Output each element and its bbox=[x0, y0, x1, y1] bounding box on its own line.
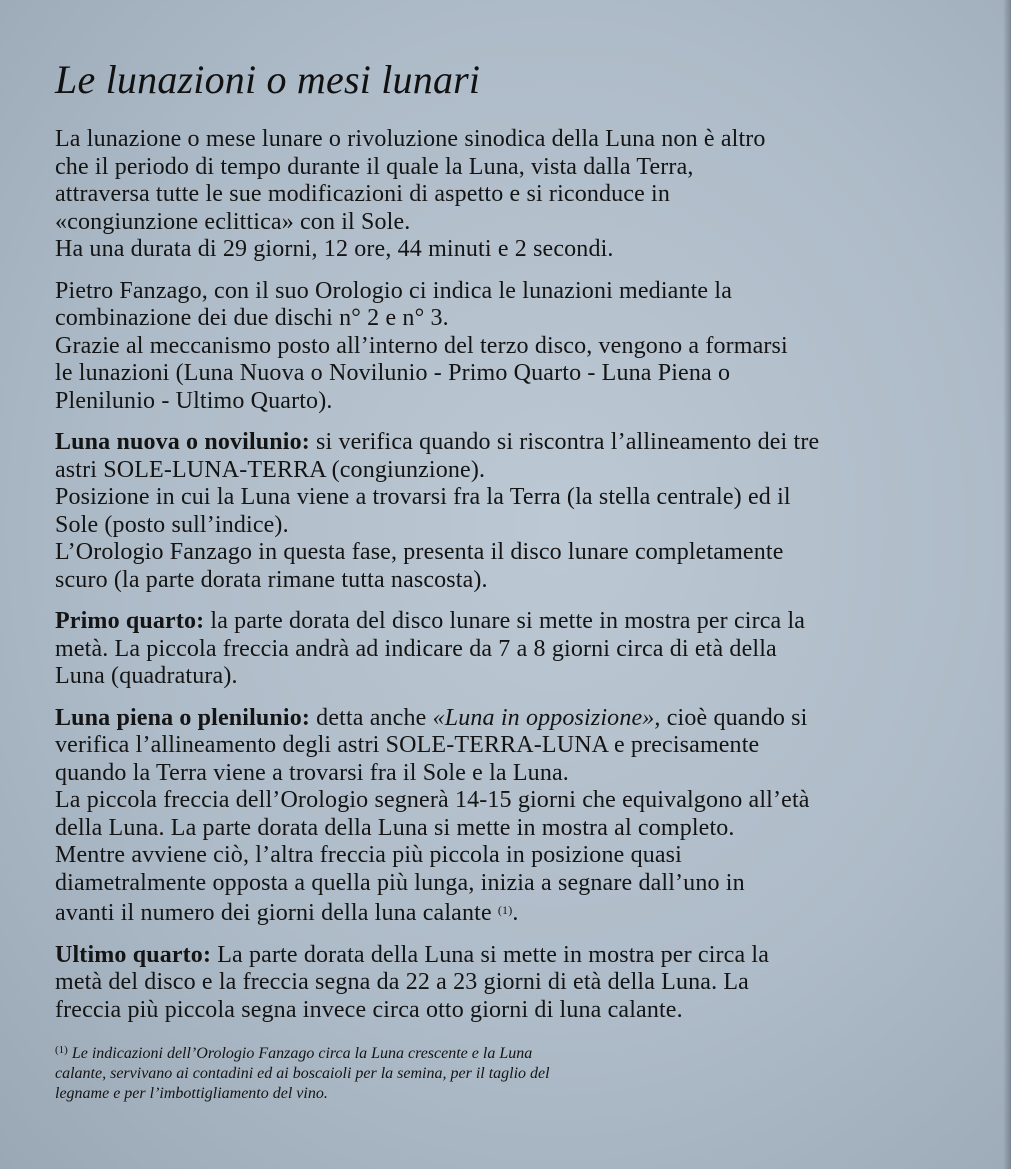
text-line: attraversa tutte le sue modificazioni di aspetto e si riconduce in bbox=[55, 181, 671, 207]
text-line: le lunazioni (Luna Nuova o Novilunio - Primo Quarto - Luna Piena o bbox=[55, 360, 731, 386]
text-line bbox=[55, 429, 955, 457]
term-first-quarter: Primo quarto: bbox=[55, 608, 205, 634]
text-line: L’Orologio Fanzago in questa fase, presenta il disco lunare completamente bbox=[55, 539, 784, 565]
text-line: freccia più piccola segna invece circa otto giorni di luna calante. bbox=[55, 996, 683, 1023]
text-fragment: si verifica quando si riscontra l’allineamento dei tre bbox=[309, 429, 820, 455]
text-line: Luna (quadratura). bbox=[55, 663, 238, 689]
paragraph-first-quarter bbox=[55, 608, 955, 691]
quote-opposition: «Luna in opposizione», bbox=[432, 704, 661, 731]
term-last-quarter: Ultimo quarto: bbox=[55, 941, 212, 968]
text-fragment: la parte dorata del disco lunare si mette in mostra per circa la bbox=[204, 608, 806, 634]
paragraph-lunation-definition bbox=[55, 126, 955, 264]
text-line: La lunazione o mese lunare o rivoluzione sinodica della Luna non è altro bbox=[55, 126, 766, 152]
page-title: Le lunazioni o mesi lunari bbox=[55, 57, 481, 102]
text-fragment: La parte dorata della Luna si mette in mostra per circa la bbox=[211, 941, 770, 968]
text-line: combinazione dei due dischi n° 2 e n° 3. bbox=[55, 305, 449, 331]
footnote-line: legname e per l’imbottigliamento del vino. bbox=[55, 1085, 328, 1102]
term-new-moon: Luna nuova o novilunio: bbox=[55, 429, 310, 455]
text-line: La piccola freccia dell’Orologio segnerà 14-15 giorni che equivalgono all’età bbox=[55, 787, 810, 813]
text-line: scuro (la parte dorata rimane tutta nascosta). bbox=[55, 566, 488, 593]
frame-edge bbox=[1003, 0, 1011, 1169]
paragraph-full-moon bbox=[55, 705, 955, 928]
text-line bbox=[55, 705, 955, 733]
text-line: astri SOLE-LUNA-TERRA (congiunzione). bbox=[55, 456, 486, 483]
text-line: della Luna. La parte dorata della Luna si mette in mostra al completo. bbox=[55, 814, 735, 841]
text-line: Mentre avviene ciò, l’altra freccia più piccola in posizione quasi bbox=[55, 842, 682, 868]
paragraph-fanzago-clock bbox=[55, 278, 955, 416]
term-full-moon: Luna piena o plenilunio: bbox=[55, 704, 311, 731]
text-line: metà del disco e la freccia segna da 22 a 23 giorni di età della Luna. La bbox=[55, 969, 749, 995]
footnote-mark: (1) bbox=[55, 1044, 68, 1056]
paragraph-last-quarter bbox=[55, 942, 955, 1025]
body-text bbox=[55, 126, 955, 1024]
paragraph-new-moon bbox=[55, 429, 955, 594]
text-fragment: . bbox=[512, 900, 519, 926]
text-fragment: cioè quando si bbox=[660, 704, 808, 731]
text-line: Grazie al meccanismo posto all’interno del terzo disco, vengono a formarsi bbox=[55, 332, 788, 359]
text-line: quando la Terra viene a trovarsi fra il Sole e la Luna. bbox=[55, 759, 569, 786]
text-line: diametralmente opposta a quella più lunga, inizia a segnare dall’uno in bbox=[55, 869, 745, 896]
text-line: metà. La piccola freccia andrà ad indicare da 7 a 8 giorni circa di età della bbox=[55, 635, 777, 662]
footnote-line: calante, servivano ai contadini ed ai boscaioli per la semina, per il taglio del bbox=[55, 1065, 550, 1082]
text-line: Plenilunio - Ultimo Quarto). bbox=[55, 387, 333, 414]
text-line: «congiunzione eclittica» con il Sole. bbox=[55, 208, 411, 235]
text-line: Sole (posto sull’indice). bbox=[55, 511, 289, 538]
text-line bbox=[55, 942, 955, 970]
text-line: verifica l’allineamento degli astri SOLE-TERRA-LUNA e precisamente bbox=[55, 732, 760, 758]
footnote-line bbox=[55, 1040, 755, 1064]
text-line: Pietro Fanzago, con il suo Orologio ci indica le lunazioni mediante la bbox=[55, 277, 732, 304]
text-fragment: avanti il numero dei giorni della luna calante bbox=[55, 900, 498, 926]
text-line: che il periodo di tempo durante il quale la Luna, vista dalla Terra, bbox=[55, 153, 694, 180]
text-line bbox=[55, 897, 955, 928]
text-line: Ha una durata di 29 giorni, 12 ore, 44 minuti e 2 secondi. bbox=[55, 236, 614, 262]
footnote bbox=[55, 1040, 755, 1104]
footnote-reference: (1) bbox=[497, 903, 513, 917]
text-fragment: detta anche bbox=[310, 704, 433, 731]
text-fragment: Le indicazioni dell’Orologio Fanzago circa la Luna crescente e la Luna bbox=[67, 1045, 533, 1062]
text-line bbox=[55, 608, 955, 636]
text-line: Posizione in cui la Luna viene a trovarsi fra la Terra (la stella centrale) ed il bbox=[55, 484, 791, 510]
